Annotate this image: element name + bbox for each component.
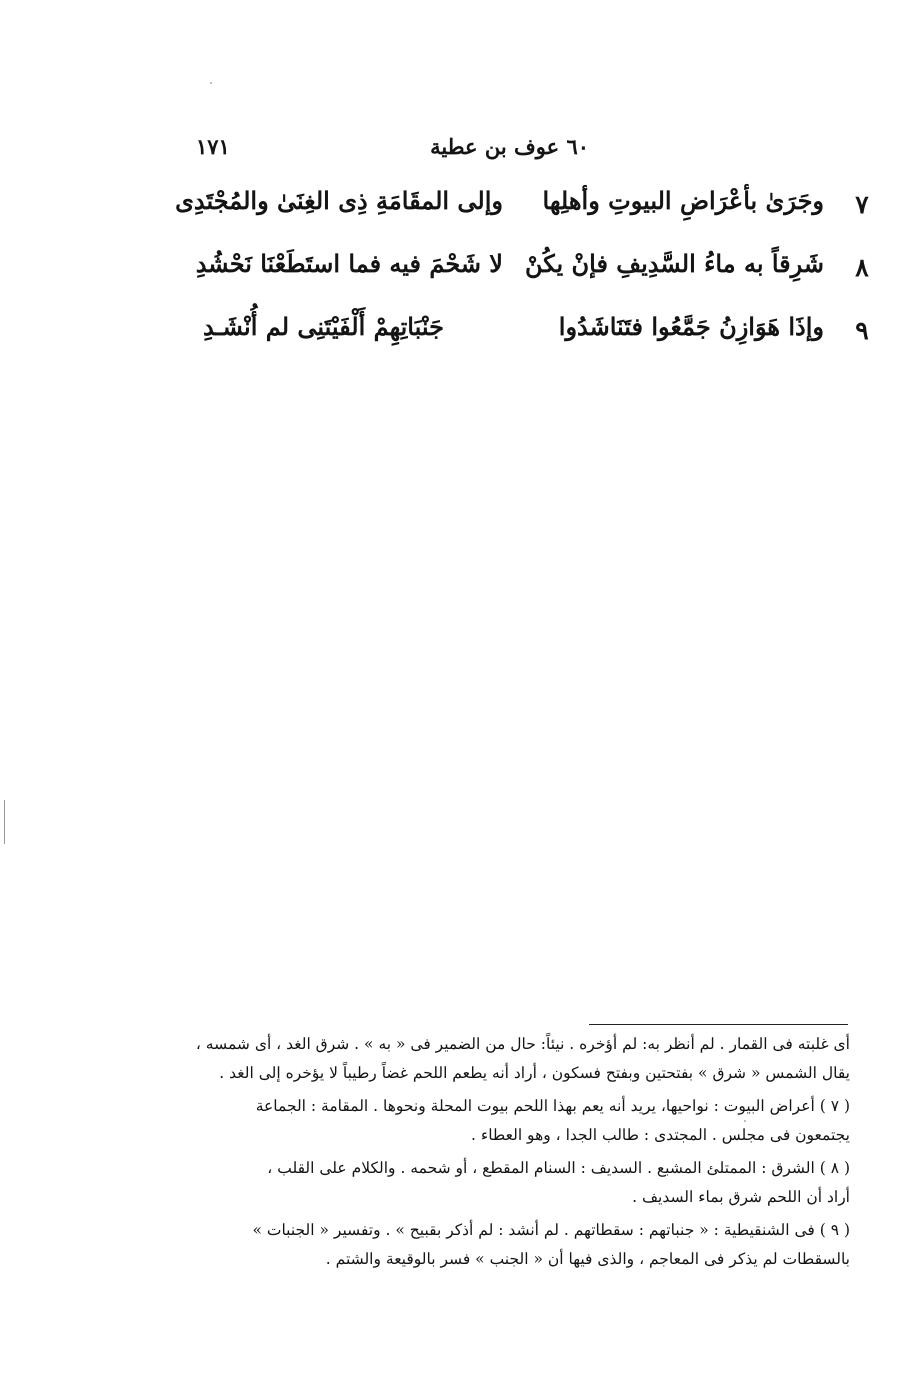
footnote-line: أراد أن اللحم شرق بماء السديف .	[632, 1188, 850, 1206]
footnote-line: ( ٨ ) الشرق : الممتلئ المشبع . السديف : السنام المقطع ، أو شحمه . والكلام على القلب ،	[267, 1159, 850, 1177]
verse-number: ٩	[855, 316, 869, 345]
first-hemistich: وإذَا هَوَازِنُ جَمَّعُوا فتَنَاشَدُوا	[558, 312, 824, 341]
footnote	[168, 1216, 850, 1274]
second-hemistich: جَنْبَاتِهِمْ أَلْفَيْتَنِى لم أُنْشَـدِ	[203, 312, 444, 341]
page-number: ١٧١	[196, 134, 230, 159]
first-hemistich: شَرِقاً به ماءُ السَّدِيفِ فإنْ يكُنْ	[524, 249, 824, 278]
scan-speck	[210, 82, 212, 84]
verse	[175, 178, 876, 241]
footnote	[168, 1030, 850, 1088]
footnote	[168, 1154, 850, 1212]
footnote-line: ( ٧ ) أعراض البيوت : نواحيها، يريد أنه يعم بهذا اللحم بيوت المحلة ونحوها . المقامة : الجماعة	[255, 1097, 850, 1115]
running-header	[196, 134, 851, 168]
scan-speck	[744, 1120, 746, 1122]
footnote	[168, 1092, 850, 1150]
footnotes	[168, 1030, 850, 1278]
header-title: ٦٠ عوف بن عطية	[430, 134, 589, 159]
scan-edge-mark	[4, 800, 5, 844]
first-hemistich: وجَرَىٰ بأعْرَاضِ البيوتِ وأهلِها	[542, 186, 824, 215]
verse	[196, 241, 876, 304]
footnote-separator-rule	[589, 1024, 848, 1025]
footnote-line: أى غلبته فى القمار . لم أنظر به: لم أؤخره . نيئاً: حال من الضمير فى « به » . شرق الغد ، أى شمسه ،	[195, 1035, 850, 1053]
verse-number: ٨	[855, 253, 869, 282]
footnote-line: يقال الشمس « شرق » بفتحتين وبفتح فسكون ، أراد أنه يطعم اللحم غضاً رطيباً لا يؤخره إلى الغد .	[219, 1064, 850, 1082]
verse-number: ٧	[855, 190, 869, 219]
footnote-line: يجتمعون فى مجلس . المجتدى : طالب الجدا ، وهو العطاء .	[471, 1126, 850, 1144]
second-hemistich: وإلى المقَامَةِ ذِى الغِنَىٰ والمُجْتَدِى	[175, 186, 503, 215]
footnote-line: بالسقطات لم يذكر فى المعاجم ، والذى فيها أن « الجنب » فسر بالوقيعة والشتم .	[325, 1250, 850, 1268]
footnote-line: ( ٩ ) فى الشنقيطية : « جنباتهم : سقطاتهم . لم أنشد : لم أذكر بقبيح » . وتفسير « الجنبات »	[252, 1221, 850, 1239]
poem-verses	[175, 178, 876, 367]
second-hemistich: لا شَحْمَ فيه فما استَطَعْنَا نَحْشُدِ	[195, 249, 503, 278]
verse	[196, 304, 876, 367]
